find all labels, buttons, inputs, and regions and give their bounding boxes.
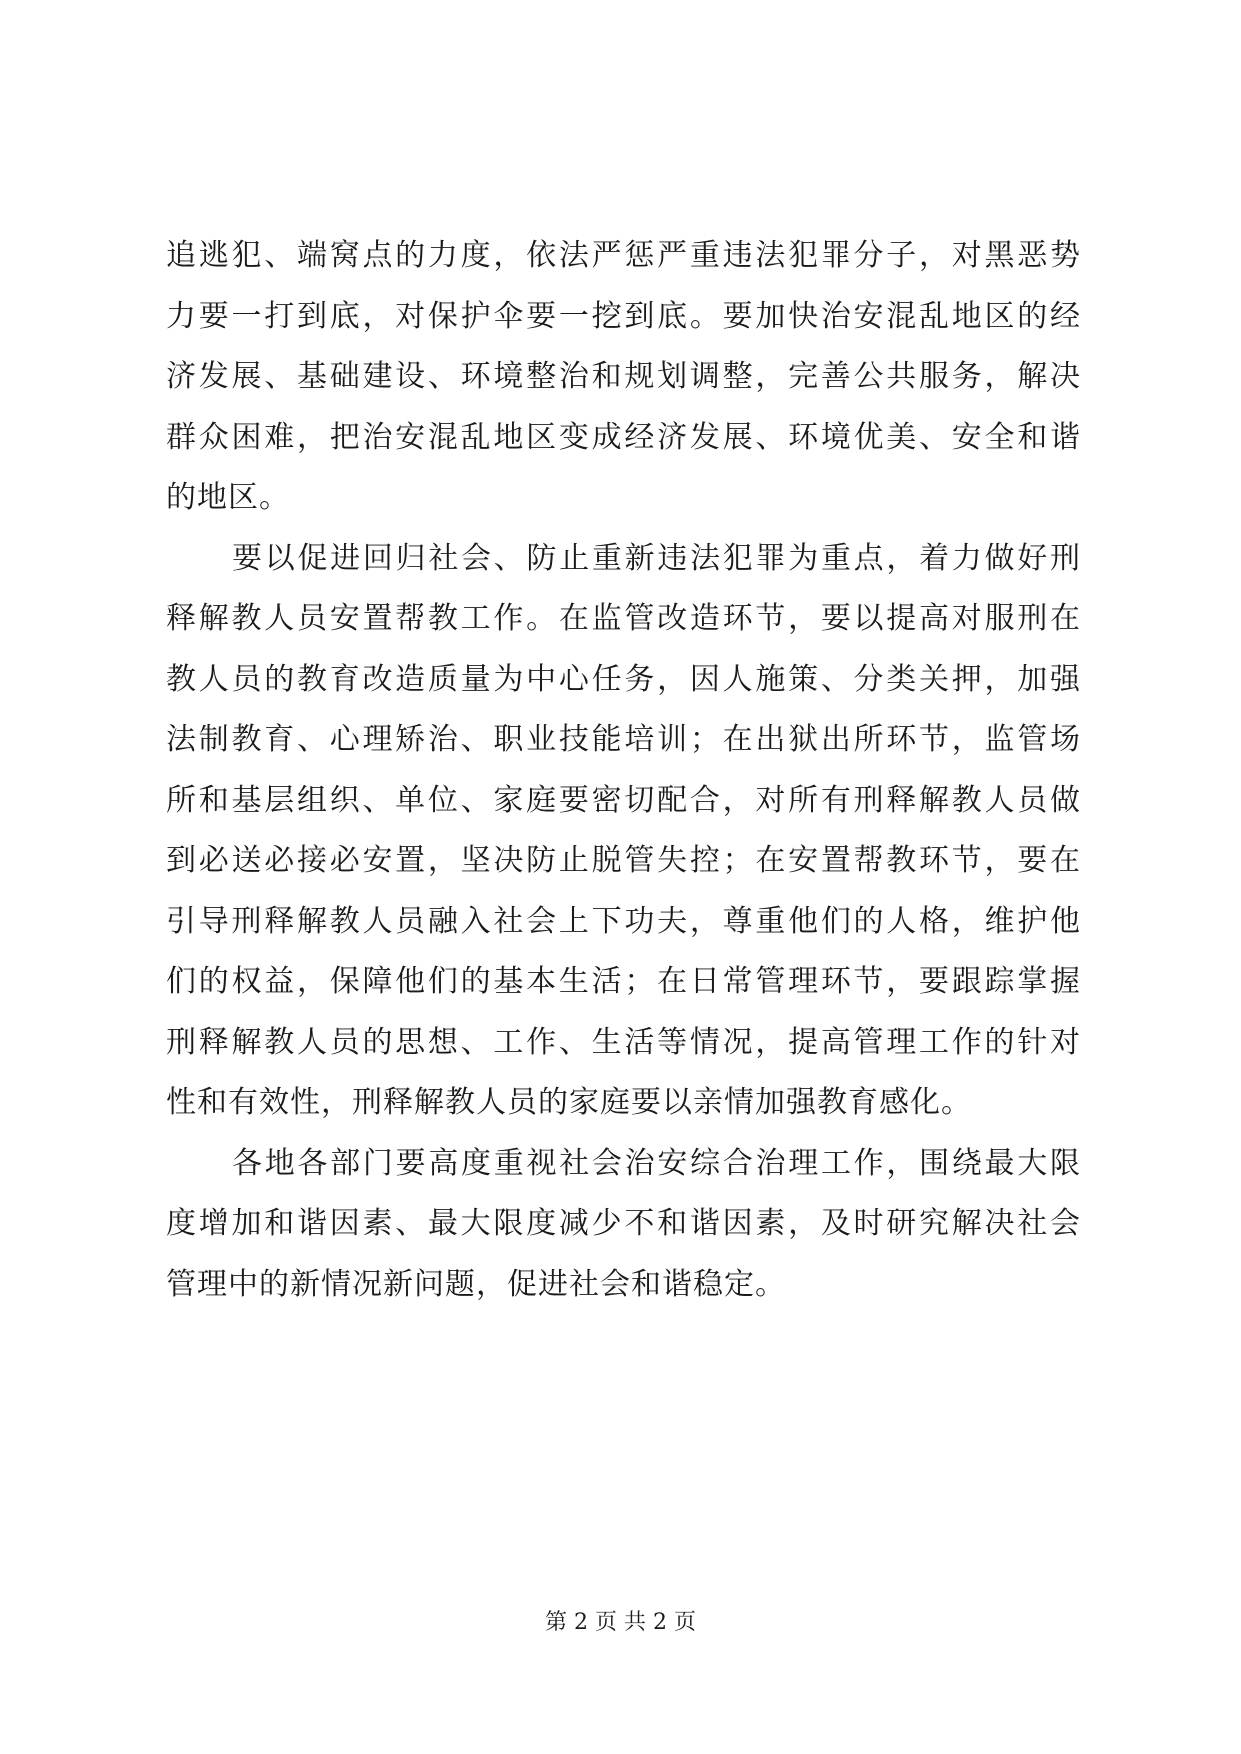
paragraph-2-line-2: 释解教人员安置帮教工作。在监管改造环节，要以提高对服刑在: [166, 601, 1081, 636]
paragraph-2-line-9: 刑释解教人员的思想、工作、生活等情况，提高管理工作的针对: [166, 1024, 1081, 1060]
paragraph-1-line-1: 追逃犯、端窝点的力度，依法严惩严重违法犯罪分子，对黑恶势: [166, 238, 1081, 273]
paragraph-1-line-3: 济发展、基础建设、环境整治和规划调整，完善公共服务，解决: [166, 359, 1081, 394]
paragraph-2-line-7: 引导刑释解教人员融入社会上下功夫，尊重他们的人格，维护他: [166, 903, 1081, 939]
paragraph-2-line-4: 法制教育、心理矫治、职业技能培训；在出狱出所环节，监管场: [166, 722, 1081, 757]
paragraph-1-line-2: 力要一打到底，对保护伞要一挖到底。要加快治安混乱地区的经: [166, 298, 1081, 334]
paragraph-3-line-1: 各地各部门要高度重视社会治安综合治理工作，围绕最大限: [232, 1145, 1081, 1181]
body-text: [166, 226, 1081, 1315]
paragraph-2-line-3: 教人员的教育改造质量为中心任务，因人施策、分类关押，加强: [166, 661, 1081, 697]
paragraph-2-line-6: 到必送必接必安置，坚决防止脱管失控；在安置帮教环节，要在: [166, 843, 1081, 878]
paragraph-2-line-5: 所和基层组织、单位、家庭要密切配合，对所有刑释解教人员做: [166, 782, 1081, 818]
paragraph-2-line-1: 要以促进回归社会、防止重新违法犯罪为重点，着力做好刑: [232, 540, 1081, 576]
paragraph-3-line-2: 度增加和谐因素、最大限度减少不和谐因素，及时研究解决社会: [166, 1206, 1081, 1241]
paragraph-2-line-10: 性和有效性，刑释解教人员的家庭要以亲情加强教育感化。: [166, 1085, 972, 1120]
page-number-footer: 第 2 页 共 2 页: [545, 1610, 696, 1635]
paragraph-1-line-5: 的地区。: [166, 480, 290, 515]
paragraph-2-line-8: 们的权益，保障他们的基本生活；在日常管理环节，要跟踪掌握: [166, 964, 1081, 999]
paragraph-1-line-4: 群众困难，把治安混乱地区变成经济发展、环境优美、安全和谐: [166, 419, 1081, 455]
paragraph-3-line-3: 管理中的新情况新问题，促进社会和谐稳定。: [166, 1266, 786, 1302]
